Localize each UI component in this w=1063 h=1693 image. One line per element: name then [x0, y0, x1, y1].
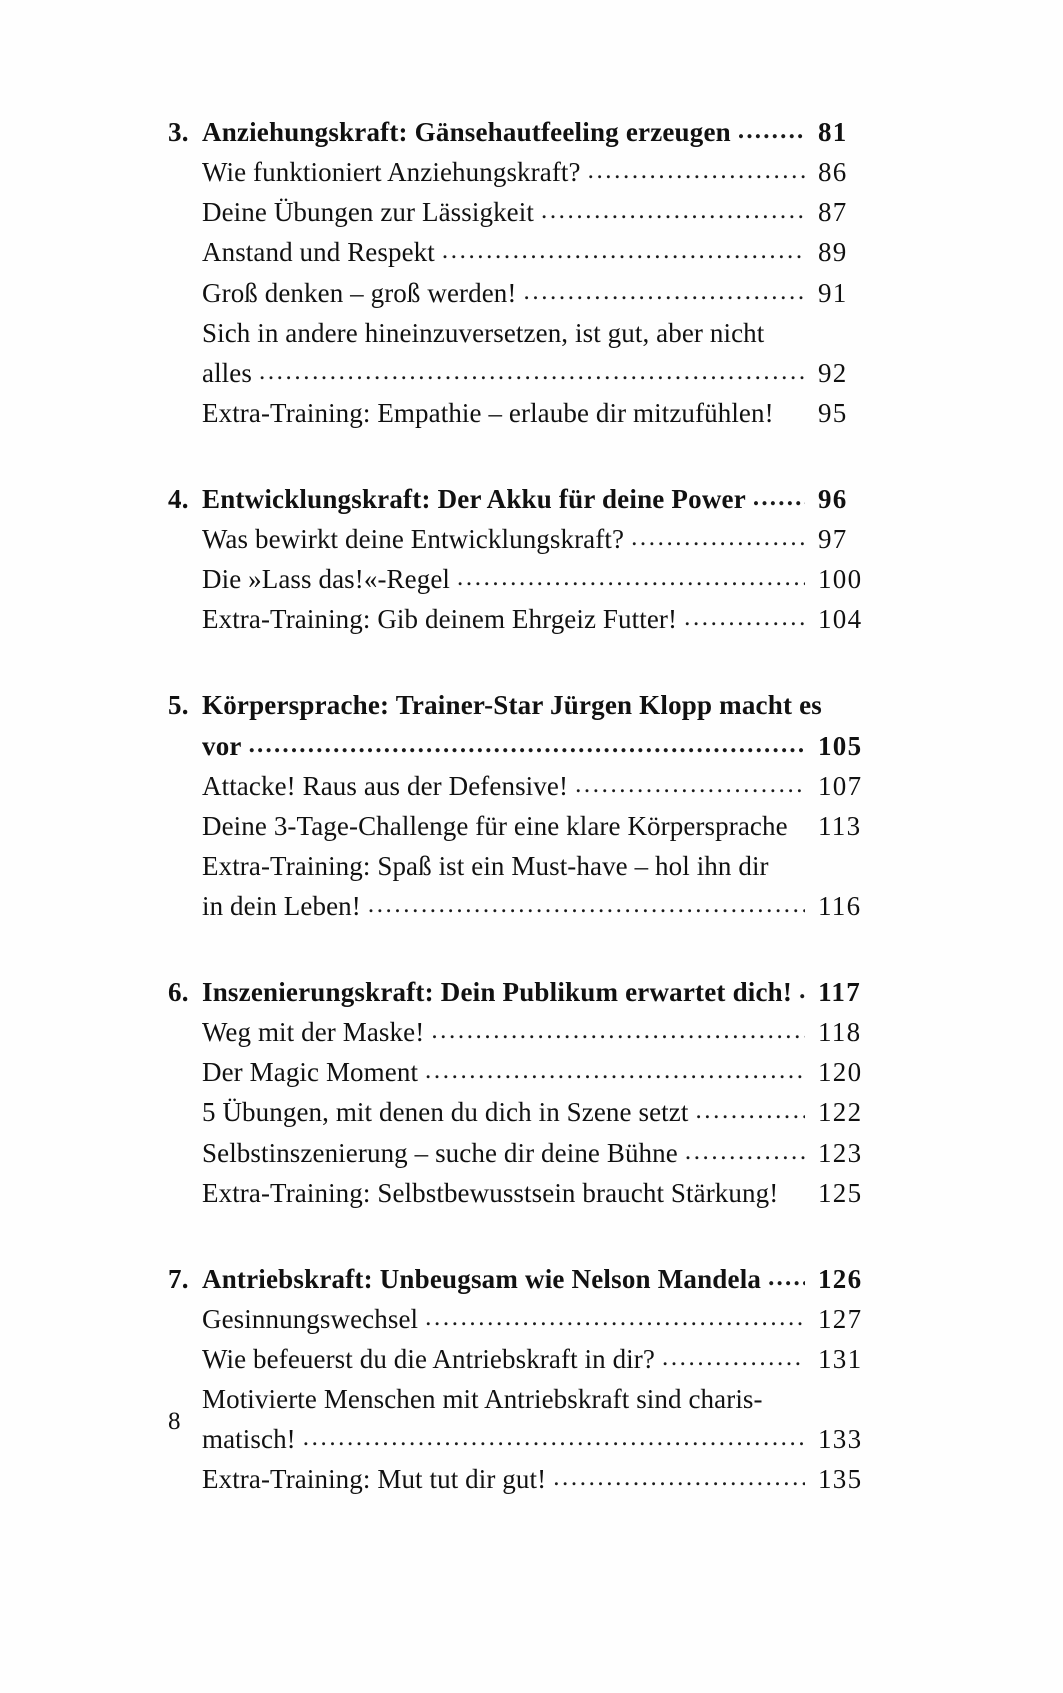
toc-entry-title: Die »Lass das!«-Regel: [202, 564, 451, 595]
toc-entry-row[interactable]: [168, 1092, 880, 1132]
dot-leader: [738, 112, 805, 149]
toc-entry-title: Extra-Training: Mut tut dir gut!: [202, 1464, 547, 1495]
table-of-contents: [168, 112, 880, 1500]
toc-entry-row[interactable]: [168, 886, 880, 926]
toc-chapter-group: [168, 1259, 880, 1500]
toc-entry-row[interactable]: [168, 519, 880, 559]
toc-page-number[interactable]: 107: [818, 770, 863, 801]
toc-page-number[interactable]: 104: [818, 604, 863, 635]
toc-chapter-group: [168, 112, 880, 433]
toc-chapter-group: [168, 479, 880, 640]
toc-chapter-number: 6.: [168, 977, 189, 1008]
toc-entry-row[interactable]: [168, 806, 880, 846]
toc-entry-row[interactable]: [168, 1052, 880, 1092]
toc-entry-title: Körpersprache: Trainer-Star Jürgen Klopp macht es: [202, 690, 822, 721]
dot-leader: [442, 232, 805, 269]
dot-leader: [541, 192, 805, 229]
toc-entry-row[interactable]: [168, 232, 880, 272]
toc-chapter-number: 3.: [168, 117, 189, 147]
toc-entry-title: Extra-Training: Empathie – erlaube dir mitzufühlen!: [202, 397, 774, 428]
toc-entry-title: Attacke! Raus aus der Defensive!: [202, 770, 569, 801]
toc-entry-title: Extra-Training: Gib deinem Ehrgeiz Futter!: [202, 604, 678, 635]
toc-page-number[interactable]: 133: [818, 1424, 863, 1455]
toc-entry-row[interactable]: [168, 1419, 880, 1459]
toc-entry-title: in dein Leben!: [202, 890, 361, 921]
toc-entry-row[interactable]: [168, 1339, 880, 1379]
toc-page-number[interactable]: 92: [818, 357, 848, 388]
toc-entry-title: Gesinnungswechsel: [202, 1303, 419, 1334]
toc-entry-title: alles: [202, 357, 252, 388]
dot-leader: [684, 599, 805, 636]
dot-leader: [259, 353, 805, 390]
toc-page-number[interactable]: 127: [818, 1303, 863, 1334]
toc-chapter-row[interactable]: [168, 1259, 880, 1299]
toc-entry-title: Deine 3-Tage-Challenge für eine klare Körpersprache: [202, 810, 788, 841]
toc-entry-row[interactable]: [168, 1379, 880, 1419]
toc-entry-title: Entwicklungskraft: Der Akku für deine Power: [202, 483, 746, 514]
toc-entry-title: Anziehungskraft: Gänsehautfeeling erzeugen: [202, 117, 731, 147]
toc-entry-row[interactable]: [168, 1299, 880, 1339]
toc-entry-row[interactable]: [168, 1459, 880, 1499]
toc-chapter-row[interactable]: [168, 479, 880, 519]
toc-page-number[interactable]: 105: [818, 730, 863, 761]
dot-leader: [249, 726, 805, 763]
toc-page-number[interactable]: 116: [818, 890, 862, 921]
toc-entry-title: Anstand und Respekt: [202, 237, 435, 268]
toc-chapter-number: 7.: [168, 1263, 189, 1294]
toc-entry-title: 5 Übungen, mit denen du dich in Szene setzt: [202, 1097, 689, 1128]
toc-entry-row[interactable]: [168, 766, 880, 806]
dot-leader: [575, 766, 805, 803]
dot-leader: [368, 886, 805, 923]
dot-leader: [685, 1133, 805, 1170]
toc-entry-title: Antriebskraft: Unbeugsam wie Nelson Mandela: [202, 1263, 762, 1294]
toc-page-number[interactable]: 125: [818, 1177, 863, 1208]
toc-entry-row[interactable]: [168, 846, 880, 886]
toc-page-number[interactable]: 123: [818, 1137, 863, 1168]
toc-page-number[interactable]: 117: [818, 977, 861, 1008]
toc-entry-title: Selbstinszenierung – suche dir deine Bühne: [202, 1137, 678, 1168]
toc-chapter-number: 5.: [168, 690, 189, 721]
page-folio: 8: [168, 1408, 181, 1435]
toc-page-number[interactable]: 97: [818, 524, 848, 555]
toc-entry-row[interactable]: [168, 599, 880, 639]
toc-entry-row[interactable]: [168, 1012, 880, 1052]
toc-page-number[interactable]: 113: [818, 810, 862, 841]
dot-leader: [425, 1299, 805, 1336]
toc-entry-title: Wie befeuerst du die Antriebskraft in dir?: [202, 1344, 655, 1375]
toc-entry-title: Extra-Training: Selbstbewusstsein braucht Stärkung!: [202, 1177, 779, 1208]
toc-chapter-row[interactable]: [168, 972, 880, 1012]
toc-chapter-group: [168, 972, 880, 1213]
toc-entry-row[interactable]: [168, 273, 880, 313]
dot-leader: [425, 1052, 805, 1089]
toc-entry-title: Weg mit der Maske!: [202, 1017, 425, 1048]
toc-entry-title: Der Magic Moment: [202, 1057, 419, 1088]
toc-entry-title: Was bewirkt deine Entwicklungskraft?: [202, 524, 625, 555]
dot-leader: [662, 1339, 805, 1376]
toc-entry-row[interactable]: [168, 353, 880, 393]
dot-leader: [695, 1092, 805, 1129]
toc-entry-title: Extra-Training: Spaß ist ein Must-have – hol ihn dir: [202, 850, 769, 881]
dot-leader: [753, 479, 805, 516]
toc-entry-row[interactable]: [168, 192, 880, 232]
toc-chapter-group: [168, 685, 880, 926]
toc-chapter-row[interactable]: [168, 685, 880, 725]
toc-page-number[interactable]: 120: [818, 1057, 863, 1088]
toc-entry-row[interactable]: [168, 559, 880, 599]
toc-entry-title: vor: [202, 730, 242, 761]
toc-chapter-row[interactable]: [168, 112, 880, 152]
toc-chapter-row[interactable]: [168, 726, 880, 766]
toc-page-number[interactable]: 86: [818, 157, 848, 188]
toc-chapter-number: 4.: [168, 483, 189, 514]
toc-entry-title: Wie funktioniert Anziehungskraft?: [202, 157, 581, 188]
toc-entry-row[interactable]: [168, 152, 880, 192]
toc-entry-row[interactable]: [168, 393, 880, 433]
toc-entry-title: matisch!: [202, 1424, 296, 1455]
dot-leader: [303, 1419, 805, 1456]
toc-page-number[interactable]: 126: [818, 1263, 863, 1294]
dot-leader: [524, 273, 806, 310]
toc-page-number[interactable]: 135: [818, 1464, 863, 1495]
toc-page-number[interactable]: 87: [818, 197, 848, 228]
toc-entry-row[interactable]: [168, 313, 880, 353]
toc-entry-row[interactable]: [168, 1133, 880, 1173]
toc-page-number[interactable]: 100: [818, 564, 863, 595]
dot-leader: [768, 1259, 805, 1296]
toc-page-number[interactable]: 131: [818, 1344, 863, 1375]
toc-page-number[interactable]: 81: [818, 117, 848, 147]
toc-entry-title: Groß denken – groß werden!: [202, 277, 517, 308]
toc-page-number[interactable]: 95: [818, 397, 848, 428]
toc-page-number[interactable]: 122: [818, 1097, 863, 1128]
toc-page-number[interactable]: 89: [818, 237, 848, 268]
toc-entry-title: Inszenierungskraft: Dein Publikum erwartet dich!: [202, 977, 793, 1008]
dot-leader: [588, 152, 805, 189]
toc-page-number[interactable]: 91: [818, 277, 848, 308]
dot-leader: [631, 519, 805, 556]
toc-entry-title: Sich in andere hineinzuversetzen, ist gut, aber nicht: [202, 317, 765, 348]
toc-entry-row[interactable]: [168, 1173, 880, 1213]
dot-leader: [457, 559, 805, 596]
dot-leader: [799, 972, 805, 1009]
dot-leader: [431, 1012, 805, 1049]
toc-entry-title: Deine Übungen zur Lässigkeit: [202, 197, 534, 228]
toc-page-number[interactable]: 96: [818, 483, 848, 514]
toc-page-number[interactable]: 118: [818, 1017, 862, 1048]
toc-entry-title: Motivierte Menschen mit Antriebskraft sind charis-: [202, 1384, 763, 1415]
dot-leader: [553, 1459, 805, 1496]
